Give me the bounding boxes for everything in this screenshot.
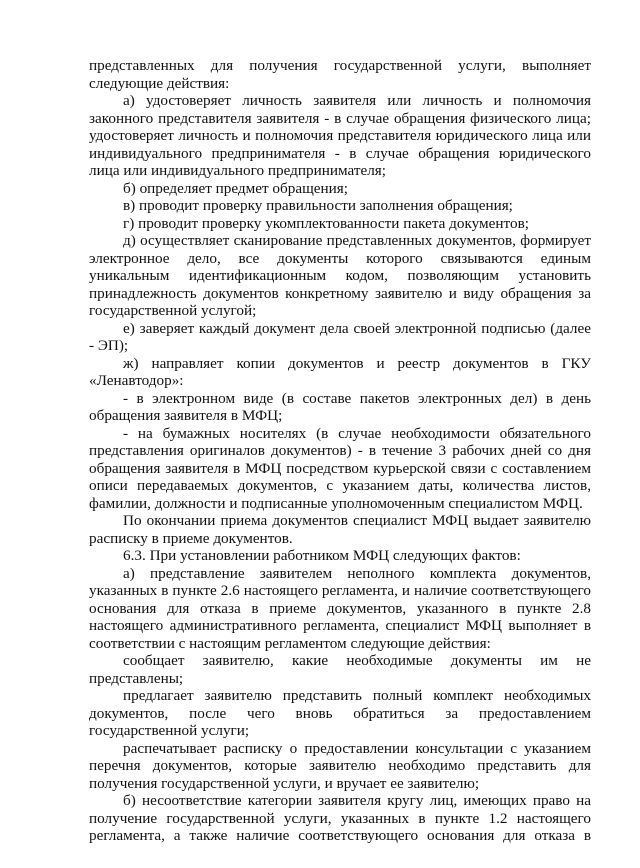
paragraph-item-v: в) проводит проверку правильности заполнения обращения; <box>123 197 513 214</box>
paragraph-6-3-a: а) представление заявителем неполного комплекта документов, указанных в пункте 2.6 настоящего регламента, и наличие соответствующего основания для отказа в приеме документов, указанного в пункте 2.8 настоящего административного регламента, специалист МФЦ выполняет в соответствии с настоящим регламентом следующие действия: <box>89 564 591 652</box>
paragraph-6-3-b: б) несоответствие категории заявителя кругу лиц, имеющих право на получение государственной услуги, указанных в пункте 1.2 настоящего регламента, а также наличие соответствующего основания для отказа в <box>89 792 591 844</box>
paragraph-electronic: - в электронном виде (в составе пакетов электронных дел) в день обращения заявителя в МФЦ; <box>89 389 591 424</box>
paragraph-paper: - на бумажных носителях (в случае необходимости обязательного представления оригиналов документов) - в течение 3 рабочих дней со дня обращения заявителя в МФЦ посредством курьерской связи с составлением описи передаваемых документов, с указанием даты, количества листов, фамилии, должности и подписанные уполномоченным специалистом МФЦ. <box>89 424 591 512</box>
paragraph-item-g: г) проводит проверку укомплектованности пакета документов; <box>123 214 529 232</box>
paragraph-item-a: а) удостоверяет личность заявителя или личность и полномочия законного представителя заявителя - в случае обращения физического лица; удостоверяет личность и полномочия представителя юридического лица или индивидуального предпринимателя - в случае обращения юридического лица или индивидуального предпринимателя; <box>89 92 591 179</box>
paragraph-receipt: По окончании приема документов специалист МФЦ выдает заявителю расписку в приеме документов. <box>89 512 591 547</box>
paragraph-prints: распечатывает расписку о предоставлении консультации с указанием перечня документов, которые заявителю необходимо представить для получения государственной услуги, и вручает ее заявителю; <box>89 739 591 792</box>
paragraph-item-d: д) осуществляет сканирование представленных документов, формирует электронное дело, все документы которого связываются единым уникальным идентификационным кодом, позволяющим установить принадлежность документов конкретному заявителю и виду обращения за государственной услугой; <box>89 232 591 319</box>
paragraph-item-e: е) заверяет каждый документ дела своей электронной подписью (далее - ЭП); <box>89 319 591 354</box>
paragraph-item-zh: ж) направляет копии документов и реестр документов в ГКУ «Ленавтодор»: <box>89 354 591 389</box>
paragraph-section-6-3: 6.3. При установлении работником МФЦ следующих фактов: <box>123 547 521 564</box>
paragraph-intro: представленных для получения государственной услуги, выполняет следующие действия: <box>89 57 591 92</box>
paragraph-informs: сообщает заявителю, какие необходимые документы им не представлены; <box>89 652 591 687</box>
paragraph-offers: предлагает заявителю представить полный комплект необходимых документов, после чего вновь обратиться за предоставлением государственной услуги; <box>89 687 591 739</box>
document-page <box>89 57 591 845</box>
paragraph-item-b: б) определяет предмет обращения; <box>123 179 348 197</box>
